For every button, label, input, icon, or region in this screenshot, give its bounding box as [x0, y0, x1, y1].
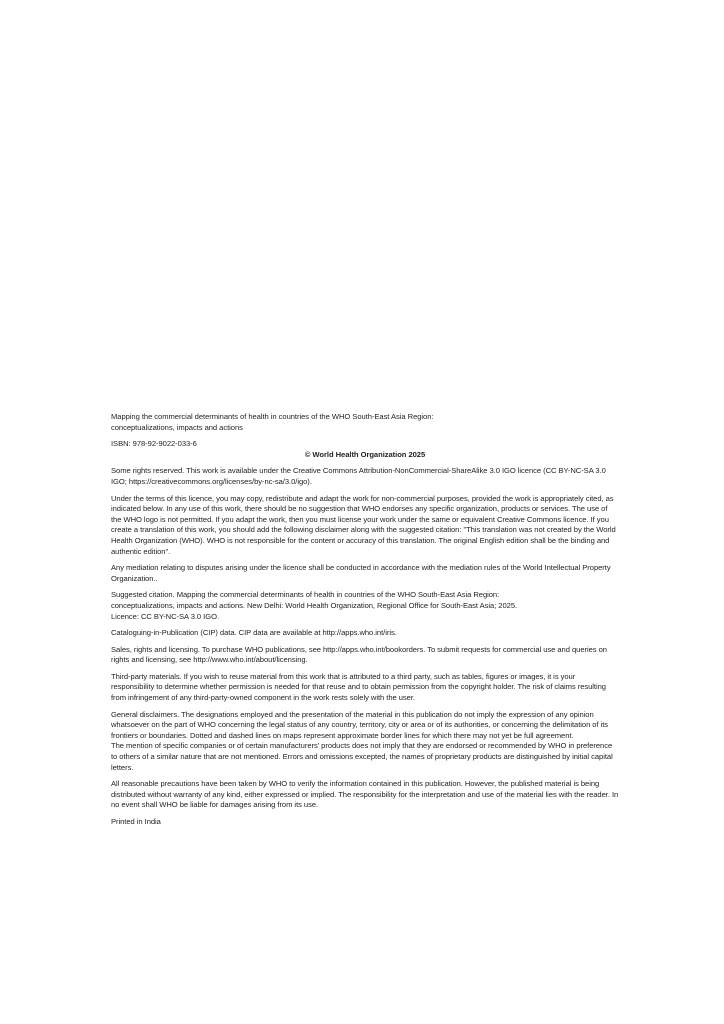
citation-line-1: Suggested citation. Mapping the commercial determinants of health in countries of the WHO South-East Asia Region:: [111, 590, 500, 600]
isbn: ISBN: 978-92-9022-033-6: [111, 439, 197, 449]
publication-title-line-2: conceptualizations, impacts and actions: [111, 422, 243, 432]
precautions-statement: All reasonable precautions have been taken by WHO to verify the information contained in this publication. However, the published material is being distributed without warranty of any kind, either expressed or implied. The responsibility for the interpretation and use of the material lies with the reader. In no event shall WHO be liable for damages arising from its use.: [111, 779, 619, 810]
printed-in: Printed in India: [111, 817, 161, 826]
third-party-materials: Third-party materials. If you wish to reuse material from this work that is attributed to a third party, such as tables, figures or images, it is your responsibility to determine whether permission is needed for that reuse and to obtain permission from the copyright holder. The risk of claims resulting from infringement of any third-party-owned component in the work rests solely with the user.: [111, 671, 606, 703]
copyright-notice: © World Health Organization 2025: [304, 449, 426, 459]
mention-disclaimer: The mention of specific companies or of certain manufacturers' products does not imply that they are endorsed or recommended by WHO in preference to others of a similar nature that are not mentioned. Errors and omissions excepted, the names of proprietary products are distinguished by initial capital letters.: [111, 741, 613, 772]
copyright-imprint: [111, 412, 619, 834]
licence-terms: Under the terms of this licence, you may copy, redistribute and adapt the work for non-commercial purposes, provided the work is appropriately cited, as indicated below. In any use of this work, there should be no suggestion that WHO endorses any specific organization, products or services. The use of the WHO logo is not permitted. If you adapt the work, then you must license your work under the same or equivalent Creative Commons licence. If you create a translation of this work, you should add the following disclaimer along with the suggested citation: "This translation was not created by the World Health Organization (WHO). WHO is not responsible for the content or accuracy of this translation. The original English edition shall be the binding and authentic edition".: [111, 493, 616, 556]
mediation-statement: Any mediation relating to disputes arising under the licence shall be conducted in accordance with the mediation rules of the World Intellectual Property Organization..: [111, 563, 611, 583]
publication-title: [111, 412, 619, 433]
sales-rights-licensing: Sales, rights and licensing. To purchase WHO publications, see http://apps.who.int/bookorders. To submit requests for commercial use and queries on rights and licensing, see http://www.who.int/about/licensing.: [111, 644, 607, 665]
publication-title-line-1: Mapping the commercial determinants of health in countries of the WHO South-East Asia Region:: [111, 412, 434, 421]
citation-line-3: Licence: CC BY-NC-SA 3.0 IGO.: [111, 611, 219, 621]
cip-data: Cataloguing-in-Publication (CIP) data. CIP data are available at http://apps.who.int/iris.: [111, 628, 397, 638]
citation-line-2: conceptualizations, impacts and actions. New Delhi: World Health Organization, Regional Office for South-East Asia; 2025.: [111, 600, 518, 610]
general-disclaimers: General disclaimers. The designations employed and the presentation of the material in this publication do not imply the expression of any opinion whatsoever on the part of WHO concerning the legal status of any country, territory, city or area or of its authorities, or concerning the delimitation of its frontiers or boundaries. Dotted and dashed lines on maps represent approximate border lines for which there may not yet be full agreement.: [111, 709, 609, 740]
rights-statement: Some rights reserved. This work is available under the Creative Commons Attribution-NonCommercial-ShareAlike 3.0 IGO licence (CC BY-NC-SA 3.0 IGO; https://creativecommons.org/licenses/by-nc-sa/3.0/igo).: [111, 466, 606, 486]
suggested-citation: [111, 590, 619, 622]
